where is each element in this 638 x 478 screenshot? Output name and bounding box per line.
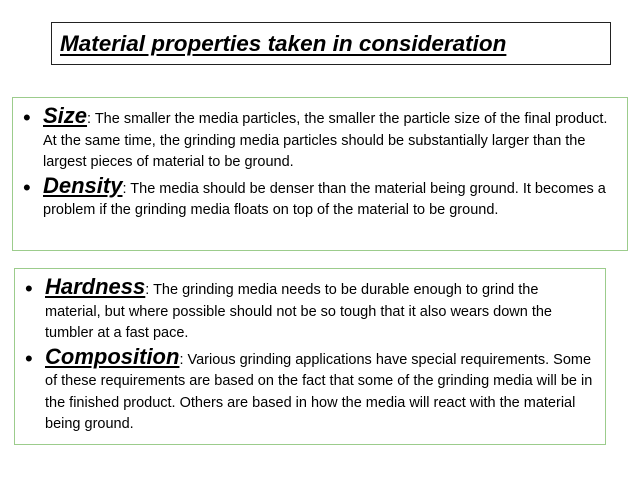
property-item-hardness [25,275,595,345]
property-description-size: : The smaller the media particles, the smaller the particle size of the final product. At the same time, the grinding media particles should be substantially larger than the largest pieces of material to be ground. [43,111,608,170]
property-term-composition: Composition [45,343,180,369]
property-item-size [23,104,617,174]
slide-title: Material properties taken in consideration [60,30,507,56]
bullet-icon: • [25,345,33,371]
property-item-composition [25,345,595,436]
property-item-density [23,174,617,222]
property-term-hardness: Hardness [45,274,146,299]
slide-title-box [51,22,611,65]
property-text [43,174,617,222]
property-text [45,275,595,345]
property-term-size: Size [43,103,88,128]
property-text [43,104,617,174]
property-term-density: Density [43,172,123,198]
bullet-icon: • [23,105,31,130]
properties-panel-hardness-composition [14,268,606,445]
property-description-hardness: : The grinding media needs to be durable enough to grind the material, but where possible should not be so tough that it also wears down the tumbler at a fast pace. [45,282,552,341]
bullet-icon: • [25,276,33,301]
property-text [45,345,595,436]
property-description-density: : The media should be denser than the material being ground. It becomes a problem if the grinding media floats on top of the material to be ground. [43,180,606,218]
properties-panel-size-density [12,97,628,251]
property-description-composition: : Various grinding applications have special requirements. Some of these requirements are based on the fact that some of the grinding media will be in the finished product. Others are based in how the media will react with the material being ground. [45,351,593,432]
bullet-icon: • [23,174,31,200]
